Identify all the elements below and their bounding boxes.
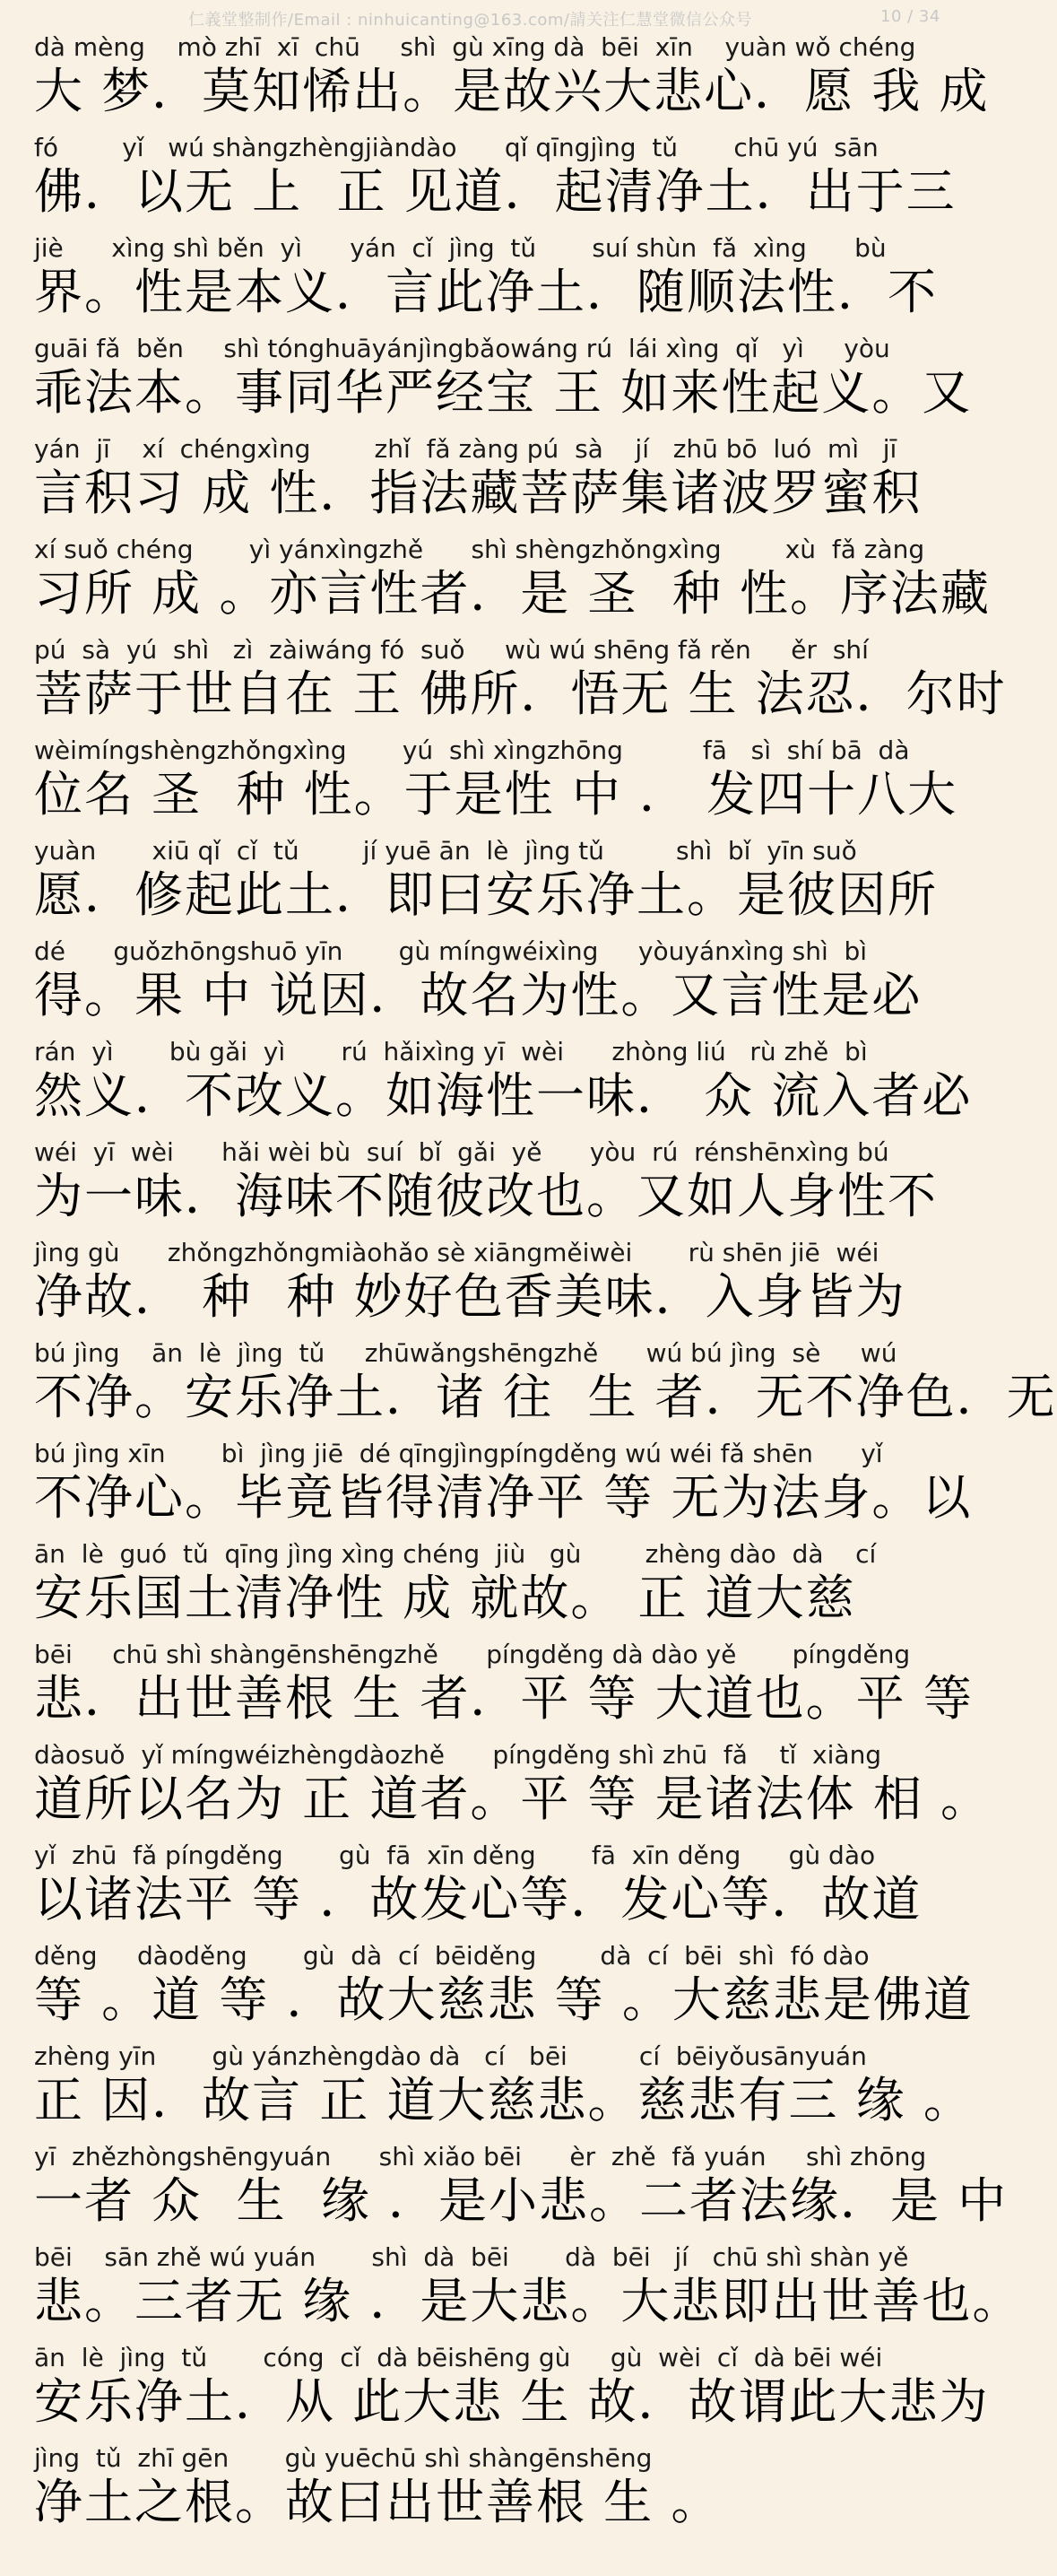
hanzi-line: 悲。三者无 缘 ．是大悲。大悲即出世善也。 xyxy=(34,2273,1023,2329)
text-line xyxy=(34,1240,940,1340)
hanzi-line: 不净。安乐净土．诸 往 生 者．无不净色．无 xyxy=(34,1369,1057,1425)
pinyin-line: dà mèng mò zhī xī chū shì gù xīng dà bēi xīn yuàn wǒ chéng xyxy=(34,32,916,62)
hanzi-line: 净土之根。故曰出世善根 生 。 xyxy=(34,2474,722,2530)
text-body xyxy=(34,32,1057,2546)
pinyin-line: yuàn xiū qǐ cǐ tǔ jí yuē ān lè jìng tǔ shì bǐ yīn suǒ xyxy=(34,836,857,866)
hanzi-line: 安乐净土．从 此大悲 生 故．故谓此大悲为 xyxy=(34,2373,990,2430)
text-line xyxy=(34,436,940,536)
pinyin-line: bú jìng ān lè jìng tǔ zhūwǎngshēngzhě wú bú jìng sè wú xyxy=(34,1338,897,1368)
text-line xyxy=(34,235,940,335)
text-line xyxy=(34,1541,940,1641)
hanzi-line: 道所以名为 正 道者。平 等 是诸法体 相 。 xyxy=(34,1771,991,1827)
text-line xyxy=(34,1740,991,1842)
pinyin-line: bēi chū shì shàngēnshēngzhě píngděng dà dào yě píngděng xyxy=(34,1640,911,1669)
hanzi-line: 乖法本。事同华严经宝 王 如来性起义。又 xyxy=(34,364,973,421)
text-line xyxy=(34,2041,974,2144)
hanzi-line: 言积习 成 性．指法藏菩萨集诸波罗蜜积 xyxy=(34,465,923,521)
hanzi-line: 然义．不改义。如海性一味． 众 流入者必 xyxy=(34,1067,973,1124)
text-line xyxy=(34,2343,990,2445)
pinyin-line: dé guǒzhōngshuō yīn gù míngwéixìng yòuyánxìng shì bì xyxy=(34,936,868,966)
pinyin-line: dàosuǒ yǐ míngwéizhèngdàozhě píngděng shì zhū fǎ tǐ xiàng xyxy=(34,1740,882,1770)
pinyin-line: rán yì bù gǎi yì rú hǎixìng yī wèi zhòng liú rù zhě bì xyxy=(34,1037,868,1066)
hanzi-line: 习所 成 。亦言性者．是 圣 种 性。序法藏 xyxy=(34,565,991,622)
hanzi-line: 正 因．故言 正 道大慈悲。慈悲有三 缘 。 xyxy=(34,2072,974,2128)
text-line xyxy=(34,535,991,637)
pinyin-line: jìng gù zhǒngzhǒngmiàohǎo sè xiāngměiwèi rù shēn jiē wéi xyxy=(34,1238,879,1267)
hanzi-line: 悲．出世善根 生 者．平 等 大道也。平 等 xyxy=(34,1670,974,1727)
hanzi-line: 一者 众 生 缘 ．是小悲。二者法缘．是 中 xyxy=(34,2172,1009,2229)
hanzi-line: 净故． 种 种 妙好色香美味．入身皆为 xyxy=(34,1268,906,1325)
hanzi-line: 不净心。毕竟皆得清净平 等 无为法身。以 xyxy=(34,1469,973,1526)
text-line xyxy=(34,1439,973,1541)
text-line xyxy=(34,334,973,436)
pinyin-line: yī zhězhòngshēngyuán shì xiǎo bēi èr zhě fǎ yuán shì zhōng xyxy=(34,2142,927,2171)
hanzi-line: 大 梦．莫知悕出。是故兴大悲心．愿 我 成 xyxy=(34,63,990,119)
header-meta: 仁義堂整制作/Email : ninhuicanting@163.com/請关注仁慧堂微信公众号 xyxy=(188,11,752,30)
text-line xyxy=(34,1640,974,1742)
page-header xyxy=(0,0,968,30)
hanzi-line: 愿．修起此土．即曰安乐净土。是彼因所 xyxy=(34,866,938,923)
text-line xyxy=(34,2242,1023,2345)
text-line xyxy=(34,2142,1009,2244)
text-line xyxy=(34,735,958,838)
text-line xyxy=(34,1037,973,1139)
pinyin-line: yán jī xí chéngxìng zhǐ fǎ zàng pú sà jí zhū bō luó mì jī xyxy=(34,434,897,464)
hanzi-line: 菩萨于世自在 王 佛所．悟无 生 法忍．尔时 xyxy=(34,666,1007,722)
text-line xyxy=(34,1139,940,1240)
pinyin-line: děng dàoděng gù dà cí bēiděng dà cí bēi shì fó dào xyxy=(34,1941,870,1971)
pinyin-line: pú sà yú shì zì zàiwáng fó suǒ wù wú shēng fǎ rěn ěr shí xyxy=(34,635,869,665)
hanzi-line: 安乐国土清净性 成 就故。 正 道大慈 xyxy=(34,1570,856,1626)
pinyin-line: zhèng yīn gù yánzhèngdào dà cí bēi cí bēiyǒusānyuán xyxy=(34,2041,867,2071)
page-number: 10 / 34 xyxy=(880,7,940,26)
pinyin-line: fó yǐ wú shàngzhèngjiàndào qǐ qīngjìng tǔ chū yú sān xyxy=(34,133,879,162)
pinyin-line: guāi fǎ běn shì tónghuāyánjìngbǎowáng rú lái xìng qǐ yì yòu xyxy=(34,334,890,363)
text-line xyxy=(34,32,990,135)
text-line xyxy=(34,1941,974,2043)
pinyin-line: ān lè guó tǔ qīng jìng xìng chéng jiù gù zhèng dào dà cí xyxy=(34,1539,877,1569)
pinyin-line: wéi yī wèi hǎi wèi bù suí bǐ gǎi yě yòu rú rénshēnxìng bú xyxy=(34,1137,889,1167)
hanzi-line: 位名 圣 种 性。于是性 中 ． 发四十八大 xyxy=(34,766,958,822)
hanzi-line: 为一味．海味不随彼改也。又如人身性不 xyxy=(34,1168,938,1224)
text-line xyxy=(34,2445,940,2546)
pinyin-line: ān lè jìng tǔ cóng cǐ dà bēishēng gù gù wèi cǐ dà bēi wéi xyxy=(34,2343,883,2372)
hanzi-line: 以诸法平 等 ．故发心等．发心等．故道 xyxy=(34,1871,923,1928)
pinyin-line: jìng tǔ zhī gēn gù yuēchū shì shàngēnshēng xyxy=(34,2443,653,2473)
hanzi-line: 得。果 中 说因．故名为性。又言性是必 xyxy=(34,967,923,1023)
hanzi-line: 佛．以无 上 正 见道．起清净土．出于三 xyxy=(34,163,957,220)
pinyin-line: jiè xìng shì běn yì yán cǐ jìng tǔ suí shùn fǎ xìng bù xyxy=(34,233,887,263)
hanzi-line: 界。性是本义．言此净土．随顺法性．不 xyxy=(34,264,938,320)
pinyin-line: bú jìng xīn bì jìng jiē dé qīngjìngpíngděng wú wéi fǎ shēn yǐ xyxy=(34,1439,883,1468)
hanzi-line: 等 。道 等 ．故大慈悲 等 。大慈悲是佛道 xyxy=(34,1971,974,2028)
text-line xyxy=(34,1338,1057,1440)
text-line xyxy=(34,635,1007,737)
text-line xyxy=(34,133,957,235)
text-line xyxy=(34,938,940,1039)
pinyin-line: bēi sān zhě wú yuán shì dà bēi dà bēi jí chū shì shàn yě xyxy=(34,2242,909,2272)
text-line xyxy=(34,1842,940,1943)
pinyin-line: wèimíngshèngzhǒngxìng yú shì xìngzhōng fā sì shí bā dà xyxy=(34,735,910,765)
pinyin-line: xí suǒ chéng yì yánxìngzhě shì shèngzhǒngxìng xù fǎ zàng xyxy=(34,535,925,564)
text-line xyxy=(34,838,940,938)
pinyin-line: yǐ zhū fǎ píngděng gù fā xīn děng fā xīn děng gù dào xyxy=(34,1841,876,1870)
